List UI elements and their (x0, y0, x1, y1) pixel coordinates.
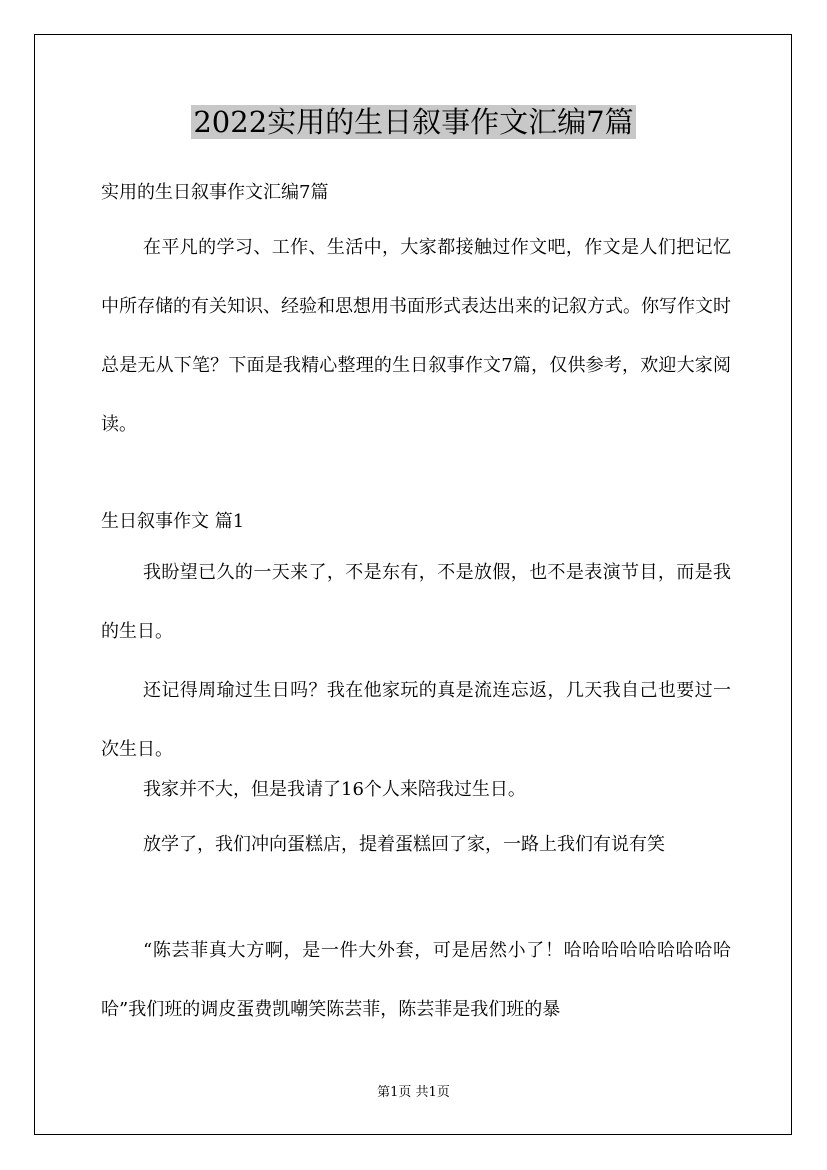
document-subtitle: 实用的生日叙事作文汇编7篇 (101, 182, 329, 203)
page-number-footer: 第1页 共1页 (377, 1085, 450, 1100)
body-paragraph: 放学了，我们冲向蛋糕店，提着蛋糕回了家，一路上我们有说有笑 (143, 834, 665, 855)
document-title (0, 100, 827, 144)
body-paragraph: “陈芸菲真大方啊，是一件大外套，可是居然小了！哈哈哈哈哈哈哈哈哈哈”我们班的调皮蛋费凯嘲笑陈芸菲，陈芸菲是我们班的暴 (101, 940, 731, 1020)
document-title-text: 2022实用的生日叙事作文汇编7篇 (193, 105, 634, 139)
body-paragraph: 我家并不大，但是我请了16个人来陪我过生日。 (143, 779, 526, 800)
intro-paragraph: 在平凡的学习、工作、生活中，大家都接触过作文吧，作文是人们把记忆中所存储的有关知识、经验和思想用书面形式表达出来的记叙方式。你写作文时总是无从下笔？下面是我精心整理的生日叙事作文7篇，仅供参考，欢迎大家阅读。 (101, 237, 731, 435)
body-paragraph: 还记得周瑜过生日吗？我在他家玩的真是流连忘返，几天我自己也要过一次生日。 (101, 680, 731, 760)
section-title: 生日叙事作文 篇1 (101, 511, 245, 532)
body-paragraph: 我盼望已久的一天来了，不是东有，不是放假，也不是表演节目，而是我的生日。 (101, 562, 731, 642)
